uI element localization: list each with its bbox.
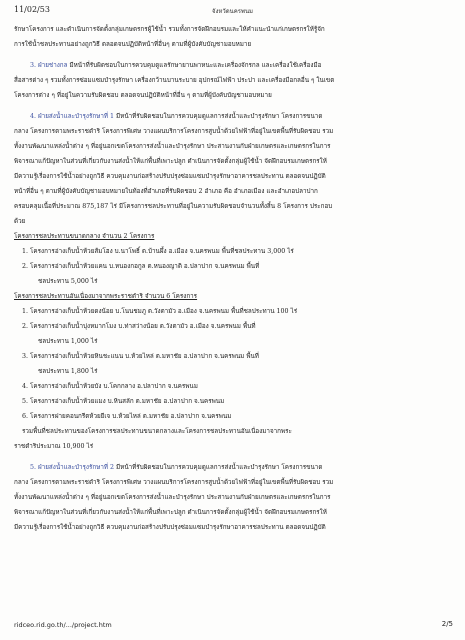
list-item: 2. โครงการอ่างเก็บน้ำบุ่งหมากโมง บ.ท่าสว่างน้อย ต.วังตามัว อ.เมือง จ.นครพนม พื้นที่: [22, 323, 256, 330]
body-line: พิจารณาแก้ปัญหาในส่วนที่เกี่ยวกับงานส่งน้ำให้แก่พื้นที่เพาะปลูก ดำเนินการจัดตั้งกลุ่มผู้ใช้น้ำ จัดฝึกอบรมเกษตรกรให้: [14, 158, 327, 165]
section-4-heading: 4. ฝ่ายส่งน้ำและบำรุงรักษาที่ 1: [30, 113, 115, 120]
list-item: 6. โครงการฝายคอนกรีตห้วยยีเจ บ.ห้วยไหล่ ต.มหาชัย อ.ปลาปาก จ.นครพนม: [22, 413, 232, 420]
list-item-continuation: ชลประทาน 1,800 ไร่: [38, 368, 98, 375]
body-line: ครอบคลุมเนื้อที่ประมาณ 875,187 ไร่ มีโครงการชลประทานที่อยู่ในความรับผิดชอบจำนวนทั้งสิ้น 8 โครงการ ประกอบ: [14, 203, 333, 210]
body-line: ด้วย: [14, 218, 26, 225]
summary-line: รวมพื้นที่ชลประทานของโครงการชลประทานขนาดกลางและโครงการชลประทานอันเนื่องมาจากพระ: [22, 428, 292, 435]
list-item: 1. โครงการอ่างเก็บน้ำห้วยส้มโฮง บ.นาโพธิ์ ต.บ้านผึ้ง อ.เมือง จ.นครพนม พื้นที่ชลประทาน 3,000 ไร่: [22, 248, 294, 255]
document-body: [14, 22, 453, 535]
list-item: 5. โครงการอ่างเก็บน้ำห้วยแมง บ.หินสลัก ต.มหาชัย อ.ปลาปาก จ.นครพนม: [22, 398, 225, 405]
section-3-first-line: 3. ฝ่ายช่างกล มีหน้าที่รับผิดชอบในการควบคุมดูแลรักษายานพาหนะและเครื่องจักรกล และเครื่องใช้เครื่องมือ: [30, 62, 322, 69]
footer-url: ridceo.rid.go.th/.../project.htm: [14, 621, 112, 629]
body-line: โครงการต่าง ๆ ที่อยู่ในความรับผิดชอบ ตลอดจนปฏิบัติหน้าที่อื่น ๆ ตามที่ผู้บังคับบัญชามอบหมาย: [14, 92, 272, 99]
list-item: 1. โครงการอ่างเก็บน้ำห้วยดงน้อย บ.โนนชมภู ต.วังตามัว อ.เมือง จ.นครพนม พื้นที่ชลประทาน 100 ไร่: [22, 308, 298, 315]
body-line: มีความรู้เรื่องการใช้น้ำอย่างถูกวิธี ควบคุมงานก่อสร้างปรับปรุงซ่อมแซมบำรุงรักษาอาคารชลประทาน ตลอดจนปฏิบัติ: [14, 173, 326, 180]
list-2-title: โครงการชลประทานอันเนื่องมาจากพระราชดำริ จำนวน 6 โครงการ: [14, 293, 198, 300]
header-date: 11/02/53: [14, 5, 50, 14]
section-3-heading: 3. ฝ่ายช่างกล: [30, 62, 68, 69]
list-item: 4. โครงการอ่างเก็บน้ำห้วยบัง บ.โคกกลาง อ.ปลาปาก จ.นครพนม: [22, 383, 198, 390]
list-item: 2. โครงการอ่างเก็บน้ำห้วยแคน บ.หนองกอกูล ต.หนองญาติ อ.ปลาปาก จ.นครพนม พื้นที่: [22, 263, 260, 270]
body-line: การใช้น้ำชลประทานอย่างถูกวิธี ตลอดจนปฏิบัติหน้าที่อื่นๆ ตามที่ผู้บังคับบัญชามอบหมาย: [14, 41, 252, 48]
section-5-first-line: 5. ฝ่ายส่งน้ำและบำรุงรักษาที่ 2 มีหน้าที่รับผิดชอบในการควบคุมดูแลการส่งน้ำและบำรุงรักษา โครงการขนาด: [30, 464, 323, 471]
section-5-heading: 5. ฝ่ายส่งน้ำและบำรุงรักษาที่ 2: [30, 464, 115, 471]
body-line: รักษาโครงการ และดำเนินการจัดตั้งกลุ่มเกษตรกรผู้ใช้น้ำ รวมทั้งการจัดฝึกอบรมและให้คำแนะนำแก่เกษตรกรให้รู้จัก: [14, 26, 325, 33]
body-line: ทั้งงานพัฒนาแหล่งน้ำต่าง ๆ ที่อยู่นอกเขตโครงการส่งน้ำและบำรุงรักษา ประสานงานกับฝ่ายเกษตรและเกษตรกรในการ: [14, 494, 331, 501]
section-4-first-line: 4. ฝ่ายส่งน้ำและบำรุงรักษาที่ 1 มีหน้าที่รับผิดชอบในการควบคุมดูแลการส่งน้ำและบำรุงรักษา โครงการขนาด: [30, 113, 323, 120]
body-line: มีความรู้เรื่องการใช้น้ำอย่างถูกวิธี ควบคุมงานก่อสร้างปรับปรุงซ่อมแซมบำรุงรักษาอาคารชลประทาน ตลอดจนปฏิบัติ: [14, 524, 326, 531]
header-title: จังหวัดนครพนม: [211, 8, 253, 15]
body-line: พิจารณาแก้ปัญหาในส่วนที่เกี่ยวกับงานส่งน้ำให้แก่พื้นที่เพาะปลูก ดำเนินการจัดตั้งกลุ่มผู้ใช้น้ำ จัดฝึกอบรมเกษตรกรให้: [14, 509, 327, 516]
page-number: 2/5: [441, 620, 453, 628]
body-line: ทั้งงานพัฒนาแหล่งน้ำต่าง ๆ ที่อยู่นอกเขตโครงการส่งน้ำและบำรุงรักษา ประสานงานกับฝ่ายเกษตรและเกษตรกรในการ: [14, 143, 331, 150]
body-line: กลาง โครงการตามพระราชดำริ โครงการพิเศษ วางแผนบริการโครงการสูบน้ำด้วยไฟฟ้าที่อยู่ในเขตพื้นที่รับผิดชอบ รวม: [14, 479, 334, 486]
body-line: สื่อสารต่าง ๆ รวมทั้งการซ่อมแซมบำรุงรักษา เครื่องกว้านบานระบาย อุปกรณ์ไฟฟ้า ประปา และเครื่องมือกลอื่น ๆ ในเขต: [14, 77, 335, 84]
list-item: 3. โครงการอ่างเก็บน้ำห้วยหินชะแนน บ.ห้วยไหล่ ต.มหาชัย อ.ปลาปาก จ.นครพนม พื้นที่: [22, 353, 259, 360]
list-item-continuation: ชลประทาน 1,000 ไร่: [38, 338, 98, 345]
body-line: หน้าที่อื่น ๆ ตามที่ผู้บังคับบัญชามอบหมายในท้องที่อำเภอที่รับผิดชอบ 2 อำเภอ คือ อำเภอเมือง และอำเภอปลาปาก: [14, 188, 318, 195]
list-1-title: โครงการชลประทานขนาดกลาง จำนวน 2 โครงการ: [14, 233, 155, 240]
summary-line: ราชดำริประมาณ 10,900 ไร่: [14, 443, 94, 450]
body-line: กลาง โครงการตามพระราชดำริ โครงการพิเศษ วางแผนบริการโครงการสูบน้ำด้วยไฟฟ้าที่อยู่ในเขตพื้นที่รับผิดชอบ รวม: [14, 128, 334, 135]
list-item-continuation: ชลประทาน 5,000 ไร่: [38, 278, 98, 285]
